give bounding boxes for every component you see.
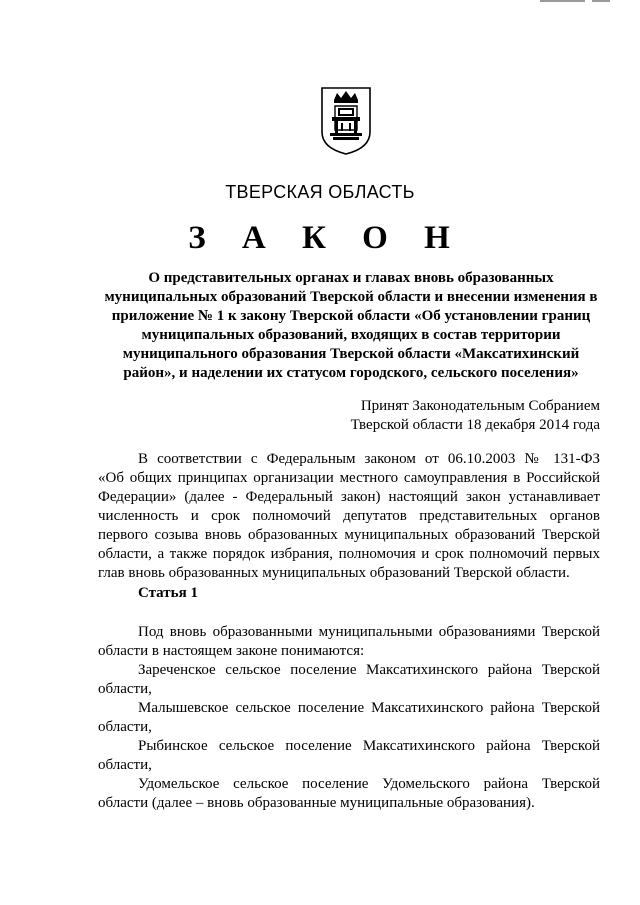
preamble-line: «Об общих принципах организации местного самоуправления в Российской (98, 470, 600, 486)
document-type: З А К О Н (188, 220, 464, 256)
list-item-line: Малышевское сельское поселение Максатихинского района Тверской (138, 700, 600, 716)
list-item-line: области, (98, 681, 152, 697)
region-name: ТВЕРСКАЯ ОБЛАСТЬ (225, 182, 415, 202)
scan-mark (592, 0, 610, 2)
article-intro-line: Под вновь образованными муниципальными образованиями Тверской (138, 624, 600, 640)
law-title-line: муниципальных образований, входящих в состав территории (141, 327, 561, 343)
law-title-line: приложение № 1 к закону Тверской области «Об установлении границ (111, 308, 591, 324)
list-item-line: области, (98, 757, 152, 773)
adoption-line: Принят Законодательным Собранием (360, 398, 600, 414)
law-title (96, 269, 606, 383)
law-title-line: район», и наделении их статусом городского, сельского поселения» (123, 365, 579, 381)
law-title-line: муниципальных образований Тверской области и внесении изменения в (104, 289, 598, 305)
list-item-line: области, (98, 719, 152, 735)
adoption-line: Тверской области 18 декабря 2014 года (350, 417, 600, 433)
list-item-line: Рыбинское сельское поселение Максатихинского района Тверской (138, 738, 600, 754)
preamble-line: Федерации» (далее - Федеральный закон) настоящий закон устанавливает (98, 489, 600, 505)
preamble-line: первого созыва вновь образованных муниципальных образований Тверской (98, 527, 600, 543)
preamble (98, 450, 600, 583)
list-item-line: Удомельское сельское поселение Удомельского района Тверской (138, 776, 600, 792)
article-1-body (98, 623, 600, 813)
law-title-line: муниципального образования Тверской области «Максатихинский (122, 346, 580, 362)
preamble-line: численность и срок полномочий депутатов представительных органов (98, 508, 600, 524)
law-title-line: О представительных органах и главах вновь образованных (148, 270, 554, 286)
article-intro-line: области в настоящем законе понимаются: (98, 643, 365, 659)
scan-mark (540, 0, 585, 2)
list-item-line: области (далее – вновь образованные муниципальные образования). (98, 795, 535, 811)
coat-of-arms-icon (320, 86, 372, 156)
article-heading: Статья 1 (138, 585, 198, 601)
preamble-line: области, а также порядок избрания, полномочия и срок полномочий первых (98, 546, 600, 562)
preamble-line: В соответствии с Федеральным законом от 06.10.2003 № 131-ФЗ (138, 451, 600, 467)
adoption-note (351, 397, 600, 435)
list-item-line: Зареченское сельское поселение Максатихинского района Тверской (138, 662, 600, 678)
preamble-line: глав вновь образованных муниципальных образований Тверской области. (98, 565, 570, 581)
